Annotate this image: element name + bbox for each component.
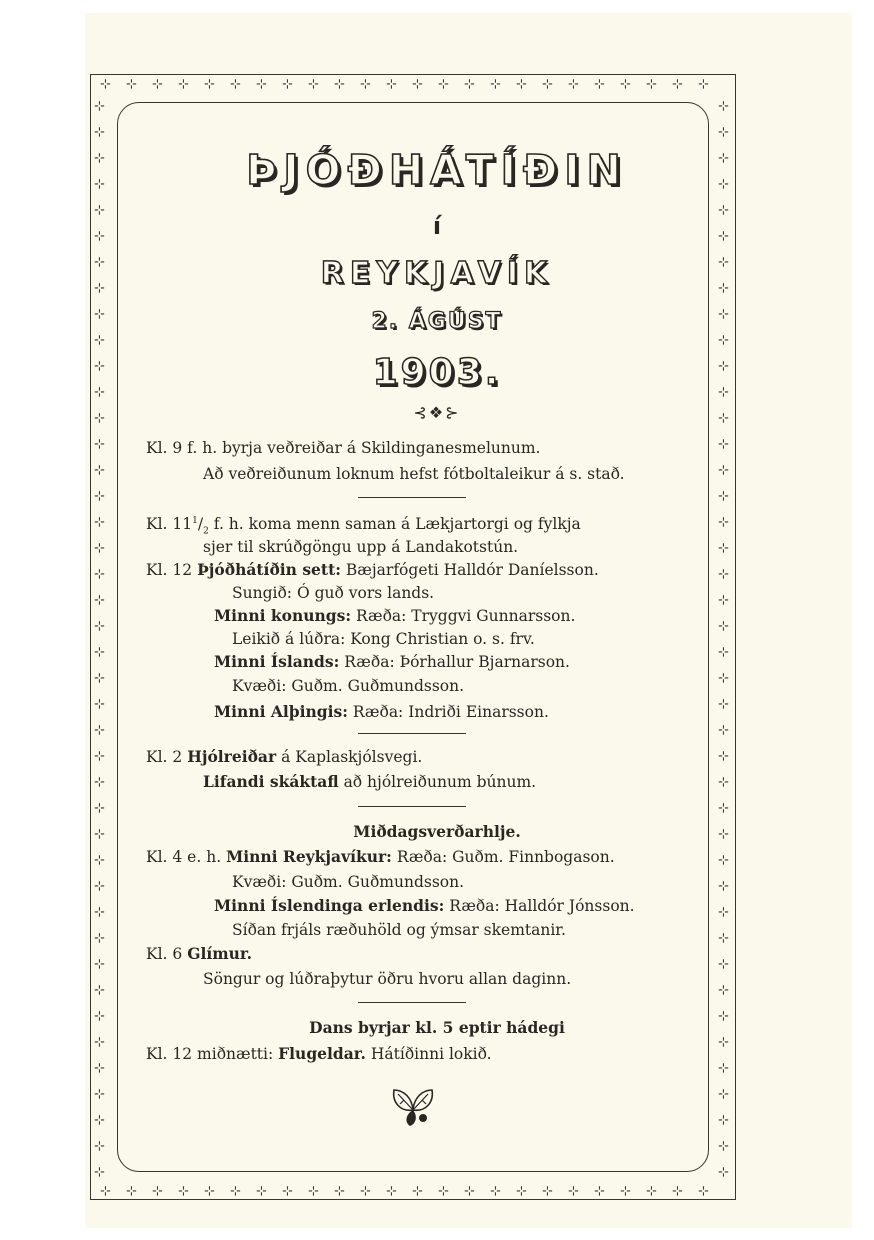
toast-heading: Minni Íslendinga erlendis: xyxy=(214,896,445,915)
border-ornament-icon: ⊹ xyxy=(412,1184,423,1199)
border-ornament-icon: ⊹ xyxy=(718,151,729,166)
border-ornament-icon: ⊹ xyxy=(94,151,105,166)
border-ornament-icon: ⊹ xyxy=(94,99,105,114)
border-ornament-icon: ⊹ xyxy=(334,1184,345,1199)
event-text: á Kaplaskjólsvegi. xyxy=(281,748,423,766)
dinner-heading: Miðdagsverðarhlje. xyxy=(353,822,521,841)
border-ornament-icon: ⊹ xyxy=(256,77,267,92)
border-ornament-icon: ⊹ xyxy=(718,1061,729,1076)
toast-speaker: Ræða: Indriði Einarsson. xyxy=(352,703,549,721)
border-ornament-icon: ⊹ xyxy=(672,1184,683,1199)
event-text: Hátíðinni lokið. xyxy=(370,1045,492,1063)
border-ornament-icon: ⊹ xyxy=(464,77,475,92)
border-ornament-icon: ⊹ xyxy=(94,463,105,478)
event-line xyxy=(146,1044,492,1064)
border-ornament-icon: ⊹ xyxy=(94,541,105,556)
title-ornament: ⊰❖⊱ xyxy=(413,403,461,422)
border-ornament-icon: ⊹ xyxy=(94,359,105,374)
border-ornament-icon: ⊹ xyxy=(718,1165,729,1180)
border-ornament-icon: ⊹ xyxy=(516,77,527,92)
border-ornament-icon: ⊹ xyxy=(718,125,729,140)
border-ornament-icon: ⊹ xyxy=(646,77,657,92)
event-subline xyxy=(214,896,635,916)
border-ornament-icon: ⊹ xyxy=(94,723,105,738)
page-title: ÞJÓÐHÁTÍÐIN xyxy=(246,146,628,194)
event-line xyxy=(146,747,422,767)
event-heading: Hjólreiðar xyxy=(187,747,277,766)
border-ornament-icon: ⊹ xyxy=(718,593,729,608)
border-ornament-icon: ⊹ xyxy=(94,281,105,296)
border-ornament-icon: ⊹ xyxy=(718,99,729,114)
border-ornament-icon: ⊹ xyxy=(718,489,729,504)
event-line xyxy=(146,438,540,458)
border-ornament-icon: ⊹ xyxy=(94,983,105,998)
border-ornament-icon: ⊹ xyxy=(718,931,729,946)
fraction-denominator: 2 xyxy=(203,526,209,537)
border-ornament-icon: ⊹ xyxy=(542,77,553,92)
border-ornament-icon: ⊹ xyxy=(542,1184,553,1199)
border-ornament-icon: ⊹ xyxy=(94,671,105,686)
event-continuation xyxy=(203,772,536,792)
border-ornament-icon: ⊹ xyxy=(94,619,105,634)
event-time: Kl. 12 miðnætti: xyxy=(146,1045,274,1063)
event-time: Kl. 6 xyxy=(146,945,183,963)
border-ornament-icon: ⊹ xyxy=(94,697,105,712)
border-ornament-icon: ⊹ xyxy=(94,1139,105,1154)
border-ornament-icon: ⊹ xyxy=(386,77,397,92)
border-ornament-icon: ⊹ xyxy=(94,931,105,946)
event-year: 1903. xyxy=(372,352,502,393)
border-ornament-icon: ⊹ xyxy=(126,1184,137,1199)
border-ornament-icon: ⊹ xyxy=(94,1035,105,1050)
toast-speaker: Ræða: Þórhallur Bjarnarson. xyxy=(344,653,570,671)
border-ornament-icon: ⊹ xyxy=(718,437,729,452)
border-ornament-icon: ⊹ xyxy=(490,1184,501,1199)
border-ornament-icon: ⊹ xyxy=(178,1184,189,1199)
leaf-ornament-icon xyxy=(390,1080,436,1128)
border-ornament-icon: ⊹ xyxy=(230,77,241,92)
event-subline: Kvæði: Guðm. Guðmundsson. xyxy=(232,677,465,695)
border-ornament-icon: ⊹ xyxy=(718,723,729,738)
border-ornament-icon: ⊹ xyxy=(718,801,729,816)
event-subline: Kvæði: Guðm. Guðmundsson. xyxy=(232,873,465,891)
border-ornament-icon: ⊹ xyxy=(718,879,729,894)
border-ornament-icon: ⊹ xyxy=(178,77,189,92)
event-time: Kl. 2 xyxy=(146,748,183,766)
border-ornament-icon: ⊹ xyxy=(620,77,631,92)
border-ornament-icon: ⊹ xyxy=(490,77,501,92)
toast-speaker: Ræða: Tryggvi Gunnarsson. xyxy=(355,607,576,625)
border-ornament-icon: ⊹ xyxy=(718,853,729,868)
border-ornament-icon: ⊹ xyxy=(94,853,105,868)
event-heading: Flugeldar. xyxy=(278,1044,366,1063)
border-ornament-icon: ⊹ xyxy=(672,77,683,92)
border-ornament-icon: ⊹ xyxy=(568,77,579,92)
border-ornament-icon: ⊹ xyxy=(94,957,105,972)
border-ornament-icon: ⊹ xyxy=(438,77,449,92)
border-ornament-icon: ⊹ xyxy=(594,1184,605,1199)
border-ornament-icon: ⊹ xyxy=(282,77,293,92)
border-ornament-icon: ⊹ xyxy=(94,1113,105,1128)
event-line xyxy=(146,847,615,867)
border-ornament-icon: ⊹ xyxy=(516,1184,527,1199)
event-time: Kl. 11 xyxy=(146,515,193,534)
border-ornament-icon: ⊹ xyxy=(718,229,729,244)
event-time: Kl. 4 e. h. xyxy=(146,848,222,866)
border-ornament-icon: ⊹ xyxy=(718,697,729,712)
border-ornament-icon: ⊹ xyxy=(718,541,729,556)
border-ornament-icon: ⊹ xyxy=(256,1184,267,1199)
border-ornament-icon: ⊹ xyxy=(718,203,729,218)
section-divider xyxy=(358,497,466,498)
border-ornament-icon: ⊹ xyxy=(94,385,105,400)
event-text: Ræða: Guðm. Finnbogason. xyxy=(396,848,615,866)
border-ornament-icon: ⊹ xyxy=(360,1184,371,1199)
border-ornament-icon: ⊹ xyxy=(94,255,105,270)
border-ornament-icon: ⊹ xyxy=(718,307,729,322)
event-text: Bæjarfógeti Halldór Daníelsson. xyxy=(345,561,599,579)
event-subline xyxy=(214,652,570,672)
section-divider xyxy=(358,806,466,807)
event-heading: Minni Reykjavíkur: xyxy=(226,847,392,866)
border-ornament-icon: ⊹ xyxy=(594,77,605,92)
event-continuation: Söngur og lúðraþytur öðru hvoru allan daginn. xyxy=(203,970,572,988)
event-heading: Lifandi skáktafl xyxy=(203,772,339,791)
event-line xyxy=(146,560,599,580)
border-ornament-icon: ⊹ xyxy=(438,1184,449,1199)
border-ornament-icon: ⊹ xyxy=(568,1184,579,1199)
event-text: byrja veðreiðar á Skildinganesmelunum. xyxy=(222,439,541,457)
border-ornament-icon: ⊹ xyxy=(94,307,105,322)
toast-heading: Minni Alþingis: xyxy=(214,702,348,721)
border-ornament-icon: ⊹ xyxy=(718,749,729,764)
border-ornament-icon: ⊹ xyxy=(718,1087,729,1102)
event-heading: Þjóðhátíðin sett: xyxy=(197,560,341,579)
border-ornament-icon: ⊹ xyxy=(464,1184,475,1199)
border-ornament-icon: ⊹ xyxy=(126,77,137,92)
border-ornament-icon: ⊹ xyxy=(718,905,729,920)
event-text: f. h. koma menn saman á Lækjartorgi og fylkja xyxy=(213,515,581,534)
border-ornament-icon: ⊹ xyxy=(412,77,423,92)
border-ornament-icon: ⊹ xyxy=(718,567,729,582)
border-ornament-icon: ⊹ xyxy=(718,515,729,530)
event-continuation: Að veðreiðunum loknum hefst fótboltaleikur á s. stað. xyxy=(203,465,625,483)
section-divider xyxy=(358,733,466,734)
dance-heading: Dans byrjar kl. 5 eptir hádegi xyxy=(309,1018,565,1037)
border-ornament-icon: ⊹ xyxy=(94,125,105,140)
border-ornament-icon: ⊹ xyxy=(718,281,729,296)
border-ornament-icon: ⊹ xyxy=(718,619,729,634)
border-ornament-icon: ⊹ xyxy=(718,385,729,400)
toast-heading: Minni Íslands: xyxy=(214,652,340,671)
border-ornament-icon: ⊹ xyxy=(94,1087,105,1102)
border-ornament-icon: ⊹ xyxy=(94,749,105,764)
border-ornament-icon: ⊹ xyxy=(94,879,105,894)
toast-speaker: Ræða: Halldór Jónsson. xyxy=(449,897,635,915)
border-ornament-icon: ⊹ xyxy=(334,77,345,92)
border-ornament-icon: ⊹ xyxy=(386,1184,397,1199)
title-preposition: í xyxy=(432,212,442,240)
border-ornament-icon: ⊹ xyxy=(718,177,729,192)
border-ornament-icon: ⊹ xyxy=(646,1184,657,1199)
border-ornament-icon: ⊹ xyxy=(718,255,729,270)
border-ornament-icon: ⊹ xyxy=(94,333,105,348)
event-subline xyxy=(214,606,575,626)
event-subline xyxy=(214,702,549,722)
border-ornament-icon: ⊹ xyxy=(94,905,105,920)
border-ornament-icon: ⊹ xyxy=(718,463,729,478)
border-ornament-icon: ⊹ xyxy=(94,515,105,530)
border-ornament-icon: ⊹ xyxy=(718,645,729,660)
event-heading: Glímur. xyxy=(187,944,253,963)
border-ornament-icon: ⊹ xyxy=(94,801,105,816)
border-ornament-icon: ⊹ xyxy=(718,1113,729,1128)
event-subline: Leikið á lúðra: Kong Christian o. s. frv. xyxy=(232,630,535,648)
border-ornament-icon: ⊹ xyxy=(698,1184,709,1199)
border-ornament-icon: ⊹ xyxy=(204,77,215,92)
border-ornament-icon: ⊹ xyxy=(94,1165,105,1180)
event-time: Kl. 12 xyxy=(146,561,193,579)
border-ornament-icon: ⊹ xyxy=(94,489,105,504)
event-subline: Sungið: Ó guð vors lands. xyxy=(232,584,435,602)
border-ornament-icon: ⊹ xyxy=(718,671,729,686)
border-ornament-icon: ⊹ xyxy=(152,1184,163,1199)
border-ornament-icon: ⊹ xyxy=(360,77,371,92)
border-ornament-icon: ⊹ xyxy=(94,567,105,582)
event-line: Kl. $11^1/_2$ f. h. koma menn saman á Lækjartorgi og fylkja xyxy=(146,515,581,537)
border-ornament-icon: ⊹ xyxy=(152,77,163,92)
border-ornament-icon: ⊹ xyxy=(100,1184,111,1199)
border-ornament-icon: ⊹ xyxy=(308,1184,319,1199)
border-ornament-icon: ⊹ xyxy=(94,411,105,426)
border-ornament-icon: ⊹ xyxy=(100,77,111,92)
border-ornament-icon: ⊹ xyxy=(94,1009,105,1024)
event-text: að hjólreiðunum búnum. xyxy=(343,773,537,791)
border-ornament-icon: ⊹ xyxy=(718,983,729,998)
border-ornament-icon: ⊹ xyxy=(718,333,729,348)
border-ornament-icon: ⊹ xyxy=(718,411,729,426)
border-ornament-icon: ⊹ xyxy=(94,229,105,244)
border-ornament-icon: ⊹ xyxy=(718,1009,729,1024)
toast-heading: Minni konungs: xyxy=(214,606,352,625)
event-continuation: sjer til skrúðgöngu upp á Landakotstún. xyxy=(203,538,519,556)
border-ornament-icon: ⊹ xyxy=(94,775,105,790)
border-ornament-icon: ⊹ xyxy=(204,1184,215,1199)
border-ornament-icon: ⊹ xyxy=(282,1184,293,1199)
border-ornament-icon: ⊹ xyxy=(230,1184,241,1199)
event-date: 2. ÁGÚST xyxy=(371,309,503,334)
border-ornament-icon: ⊹ xyxy=(94,203,105,218)
border-ornament-icon: ⊹ xyxy=(94,177,105,192)
border-ornament-icon: ⊹ xyxy=(94,645,105,660)
border-ornament-icon: ⊹ xyxy=(718,1035,729,1050)
border-ornament-icon: ⊹ xyxy=(94,593,105,608)
border-ornament-icon: ⊹ xyxy=(94,1061,105,1076)
border-ornament-icon: ⊹ xyxy=(718,359,729,374)
border-ornament-icon: ⊹ xyxy=(94,827,105,842)
border-ornament-icon: ⊹ xyxy=(718,957,729,972)
section-divider xyxy=(358,1002,466,1003)
event-line xyxy=(146,944,252,964)
border-ornament-icon: ⊹ xyxy=(698,77,709,92)
border-ornament-icon: ⊹ xyxy=(718,1139,729,1154)
border-ornament-icon: ⊹ xyxy=(94,437,105,452)
border-ornament-icon: ⊹ xyxy=(308,77,319,92)
border-ornament-icon: ⊹ xyxy=(718,827,729,842)
fraction-numerator: 1 xyxy=(192,516,198,526)
border-ornament-icon: ⊹ xyxy=(718,775,729,790)
event-subline: Síðan frjáls ræðuhöld og ýmsar skemtanir. xyxy=(232,921,566,939)
city-title: REYKJAVÍK xyxy=(320,256,554,291)
border-ornament-icon: ⊹ xyxy=(620,1184,631,1199)
event-time: Kl. 9 f. h. xyxy=(146,439,218,457)
